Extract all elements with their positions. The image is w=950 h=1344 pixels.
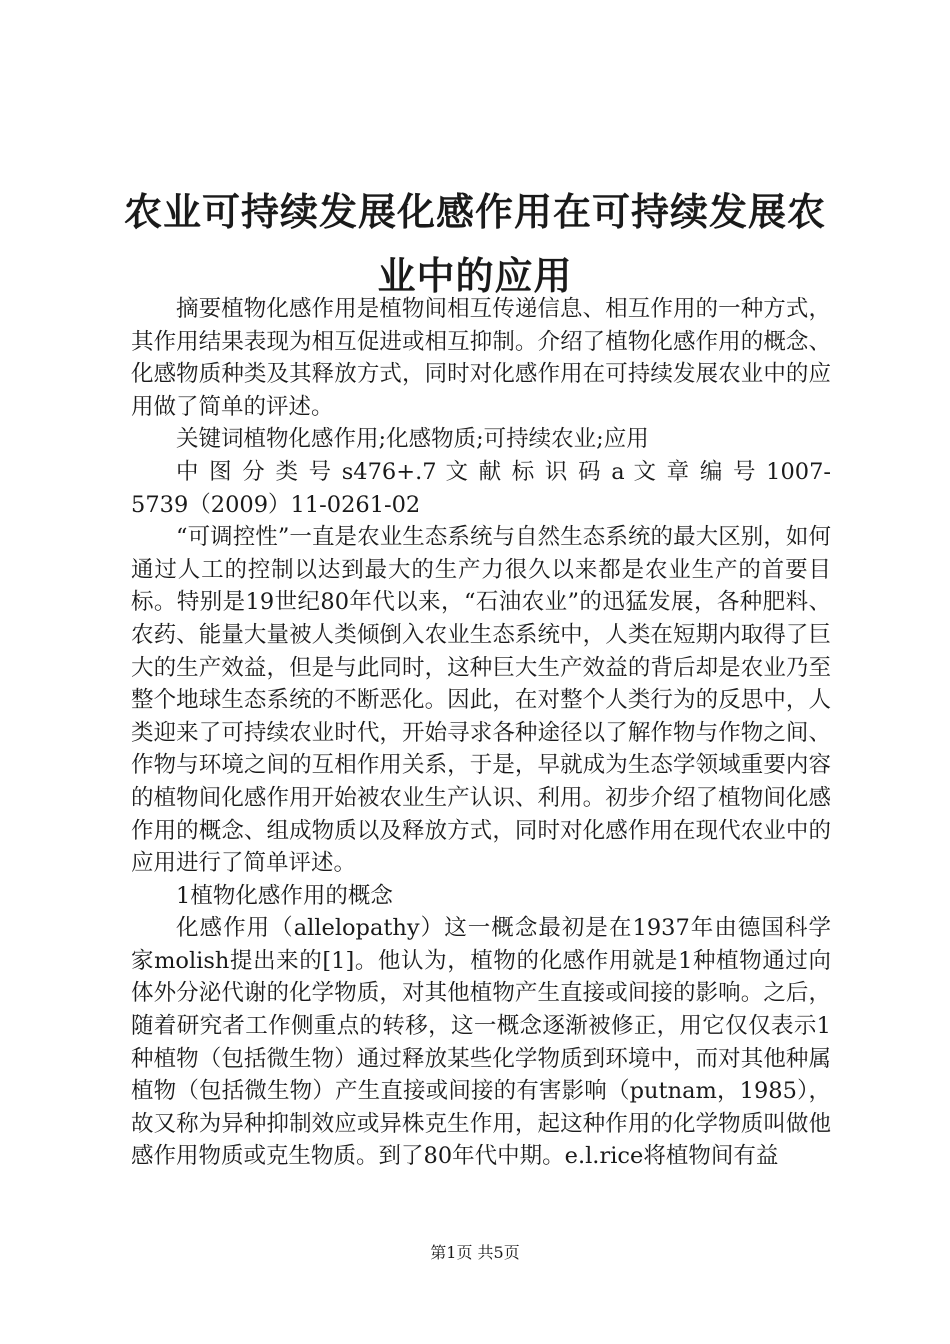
- page-footer: 第1页 共5页: [430, 1243, 520, 1262]
- abstract-paragraph: 摘要植物化感作用是植物间相互传递信息、相互作用的一种方式，其作用结果表现为相互促进或相互抑制。介绍了植物化感作用的概念、化感物质种类及其释放方式，同时对化感作用在可持续发展农业中的应用做了简单的评述。: [131, 296, 831, 420]
- document-title: 农业可持续发展化感作用在可持续发展农业中的应用: [123, 190, 826, 298]
- intro-paragraph: “可调控性”一直是农业生态系统与自然生态系统的最大区别，如何通过人工的控制以达到最大的生产力很久以来都是农业生产的首要目标。特别是19世纪80年代以来，“石油农业”的迅猛发展，各种肥料、农药、能量大量被人类倾倒入农业生态系统中，人类在短期内取得了巨大的生产效益，但是与此同时，这种巨大生产效益的背后却是农业乃至整个地球生态系统的不断恶化。因此，在对整个人类行为的反思中，人类迎来了可持续农业时代，开始寻求各种途径以了解作物与作物之间、作物与环境之间的互相作用关系，于是，早就成为生态学领域重要内容的植物间化感作用开始被农业生产认识、利用。初步介绍了植物间化感作用的概念、组成物质以及释放方式，同时对化感作用在现代农业中的应用进行了简单评述。: [131, 524, 831, 877]
- classification-paragraph: 中 图 分 类 号 s476+.7 文 献 标 识 码 a 文 章 编 号 1007-5739（2009）11-0261-02: [131, 458, 831, 518]
- document-body: [131, 293, 831, 1173]
- section-heading: 1植物化感作用的概念: [176, 882, 393, 909]
- keywords-paragraph: 关键词植物化感作用;化感物质;可持续农业;应用: [176, 426, 649, 453]
- concept-paragraph: 化感作用（allelopathy）这一概念最初是在1937年由德国科学家molish提出来的[1]。他认为，植物的化感作用就是1种植物通过向体外分泌代谢的化学物质，对其他植物产生直接或间接的影响。之后，随着研究者工作侧重点的转移，这一概念逐渐被修正，用它仅仅表示1种植物（包括微生物）通过释放某些化学物质到环境中，而对其他种属植物（包括微生物）产生直接或间接的有害影响（putnam，1985），故又称为异种抑制效应或异株克生作用，起这种作用的化学物质叫做他感作用物质或克生物质。到了80年代中期。e.l.rice将植物间有益: [131, 915, 831, 1170]
